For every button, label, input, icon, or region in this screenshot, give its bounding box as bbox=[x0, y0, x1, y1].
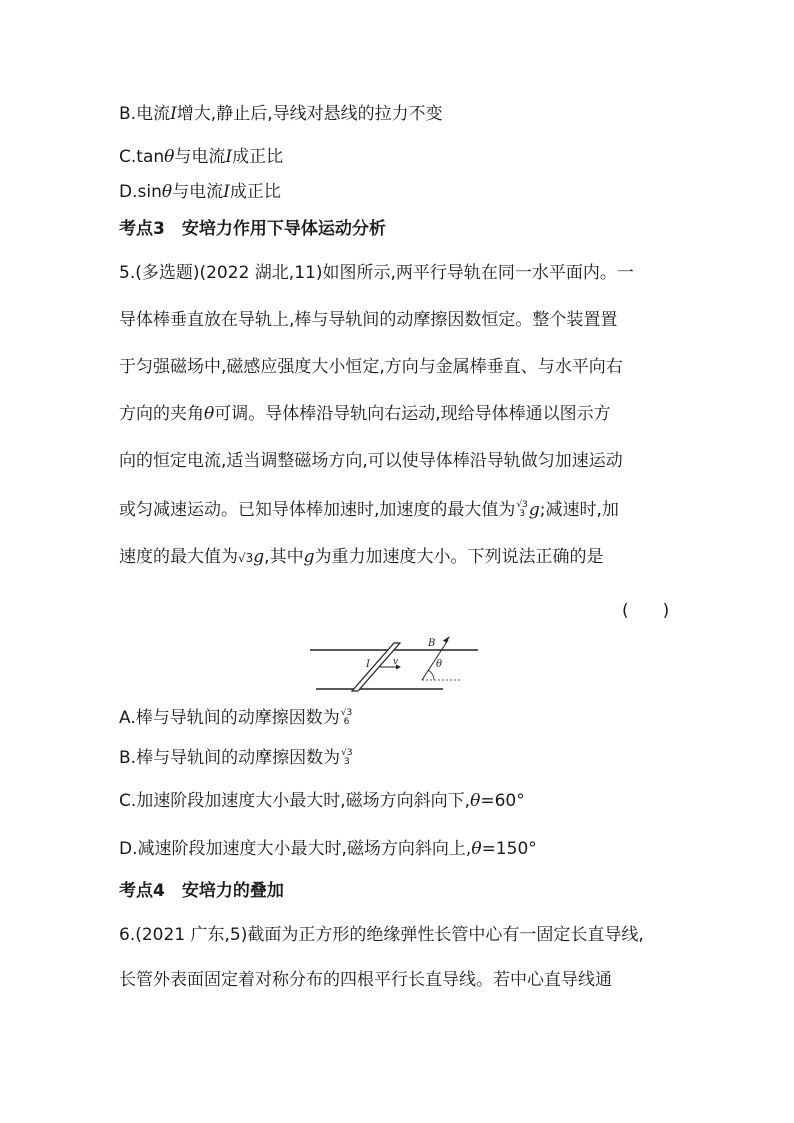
fraction-root3-over-3 bbox=[341, 749, 352, 767]
answer-parentheses: ( ) bbox=[622, 601, 670, 621]
q6-line-1: 6.(2021 广东,5)截面为正方形的绝缘弹性长管中心有一固定长直导线, bbox=[119, 925, 644, 945]
variable-g: g bbox=[303, 547, 315, 567]
theta-arc bbox=[428, 670, 434, 680]
section-heading-4: 考点4 安培力的叠加 bbox=[119, 881, 284, 901]
option-d bbox=[119, 838, 537, 860]
fraction-denominator: 3 bbox=[343, 757, 350, 767]
variable-theta: θ bbox=[161, 182, 173, 202]
q5-line-7 bbox=[119, 546, 603, 569]
section-heading-3: 考点3 安培力作用下导体运动分析 bbox=[119, 219, 386, 239]
label-v: v bbox=[393, 657, 399, 667]
option-text: A.棒与导轨间的动摩擦因数为 bbox=[119, 708, 340, 728]
option-text: D.减速阶段加速度大小最大时,磁场方向斜向上, bbox=[119, 839, 472, 859]
option-text: 与电流 bbox=[174, 147, 226, 167]
option-text: D.sin bbox=[119, 182, 162, 202]
fraction-root3-over-6 bbox=[341, 709, 352, 727]
q5-line-5: 向的恒定电流,适当调整磁场方向,可以使导体棒沿导轨做匀加速运动 bbox=[119, 451, 623, 471]
label-theta: θ bbox=[436, 659, 443, 670]
option-b bbox=[119, 747, 354, 769]
option-text: 与电流 bbox=[172, 182, 224, 202]
variable-g: g bbox=[253, 547, 265, 567]
variable-i: I bbox=[225, 147, 233, 167]
fraction-numerator: √3 bbox=[340, 708, 353, 718]
text-segment: 或匀减速运动。已知导体棒加速时,加速度的最大值为 bbox=[119, 500, 516, 520]
option-a bbox=[119, 707, 353, 729]
text-segment: 可调。导体棒沿导轨向右运动,现给导体棒通以图示方 bbox=[214, 404, 611, 424]
variable-theta: θ bbox=[470, 791, 481, 811]
q5-line-3: 于匀强磁场中,磁感应强度大小恒定,方向与金属棒垂直、与水平向右 bbox=[119, 357, 623, 377]
text-segment: 方向的夹角 bbox=[119, 404, 204, 424]
option-value: =150° bbox=[481, 839, 537, 859]
q6-line-2: 长管外表面固定着对称分布的四根平行长直导线。若中心直导线通 bbox=[119, 970, 612, 990]
fraction-denominator: 6 bbox=[343, 717, 350, 727]
q5-line-2: 导体棒垂直放在导轨上,棒与导轨间的动摩擦因数恒定。整个装置置 bbox=[119, 310, 618, 330]
text-segment: 速度的最大值为 bbox=[119, 547, 238, 567]
text-segment: ,其中 bbox=[264, 547, 304, 567]
variable-theta: θ bbox=[204, 404, 215, 424]
variable-i: I bbox=[170, 104, 177, 124]
variable-theta: θ bbox=[164, 147, 175, 167]
option-text: 增大,静止后,导线对悬线的拉力不变 bbox=[176, 104, 443, 124]
option-value: =60° bbox=[480, 791, 525, 811]
fraction-root3-over-3 bbox=[516, 501, 527, 519]
variable-theta: θ bbox=[471, 839, 482, 859]
option-text: 成正比 bbox=[229, 182, 281, 202]
sqrt-3: √3 bbox=[238, 551, 254, 565]
option-c-prev bbox=[119, 146, 283, 168]
variable-i: I bbox=[223, 182, 230, 202]
q5-line-4 bbox=[119, 403, 611, 425]
text-segment: 为重力加速度大小。下列说法正确的是 bbox=[314, 547, 604, 567]
option-d-prev bbox=[119, 181, 281, 203]
option-text: B.棒与导轨间的动摩擦因数为 bbox=[119, 748, 341, 768]
fraction-denominator: 3 bbox=[519, 509, 525, 519]
option-text: C.加速阶段加速度大小最大时,磁场方向斜向下, bbox=[119, 791, 471, 811]
rail-figure bbox=[310, 632, 485, 694]
fraction-numerator: √3 bbox=[341, 748, 353, 758]
option-text: 成正比 bbox=[232, 147, 284, 167]
label-b: B bbox=[428, 638, 436, 649]
q5-line-6 bbox=[119, 499, 619, 521]
option-text: B.电流 bbox=[119, 104, 171, 124]
option-b-prev bbox=[119, 103, 443, 125]
q5-line-1: 5.(多选题)(2022 湖北,11)如图所示,两平行导轨在同一水平面内。一 bbox=[119, 263, 634, 283]
variable-g: g bbox=[528, 500, 540, 520]
label-i: I bbox=[366, 659, 370, 670]
text-segment: ;减速时,加 bbox=[539, 500, 619, 520]
b-field-arrowhead bbox=[443, 636, 450, 643]
option-c bbox=[119, 790, 525, 812]
option-text: C.tan bbox=[119, 147, 165, 167]
fraction-numerator: √3 bbox=[516, 500, 528, 510]
